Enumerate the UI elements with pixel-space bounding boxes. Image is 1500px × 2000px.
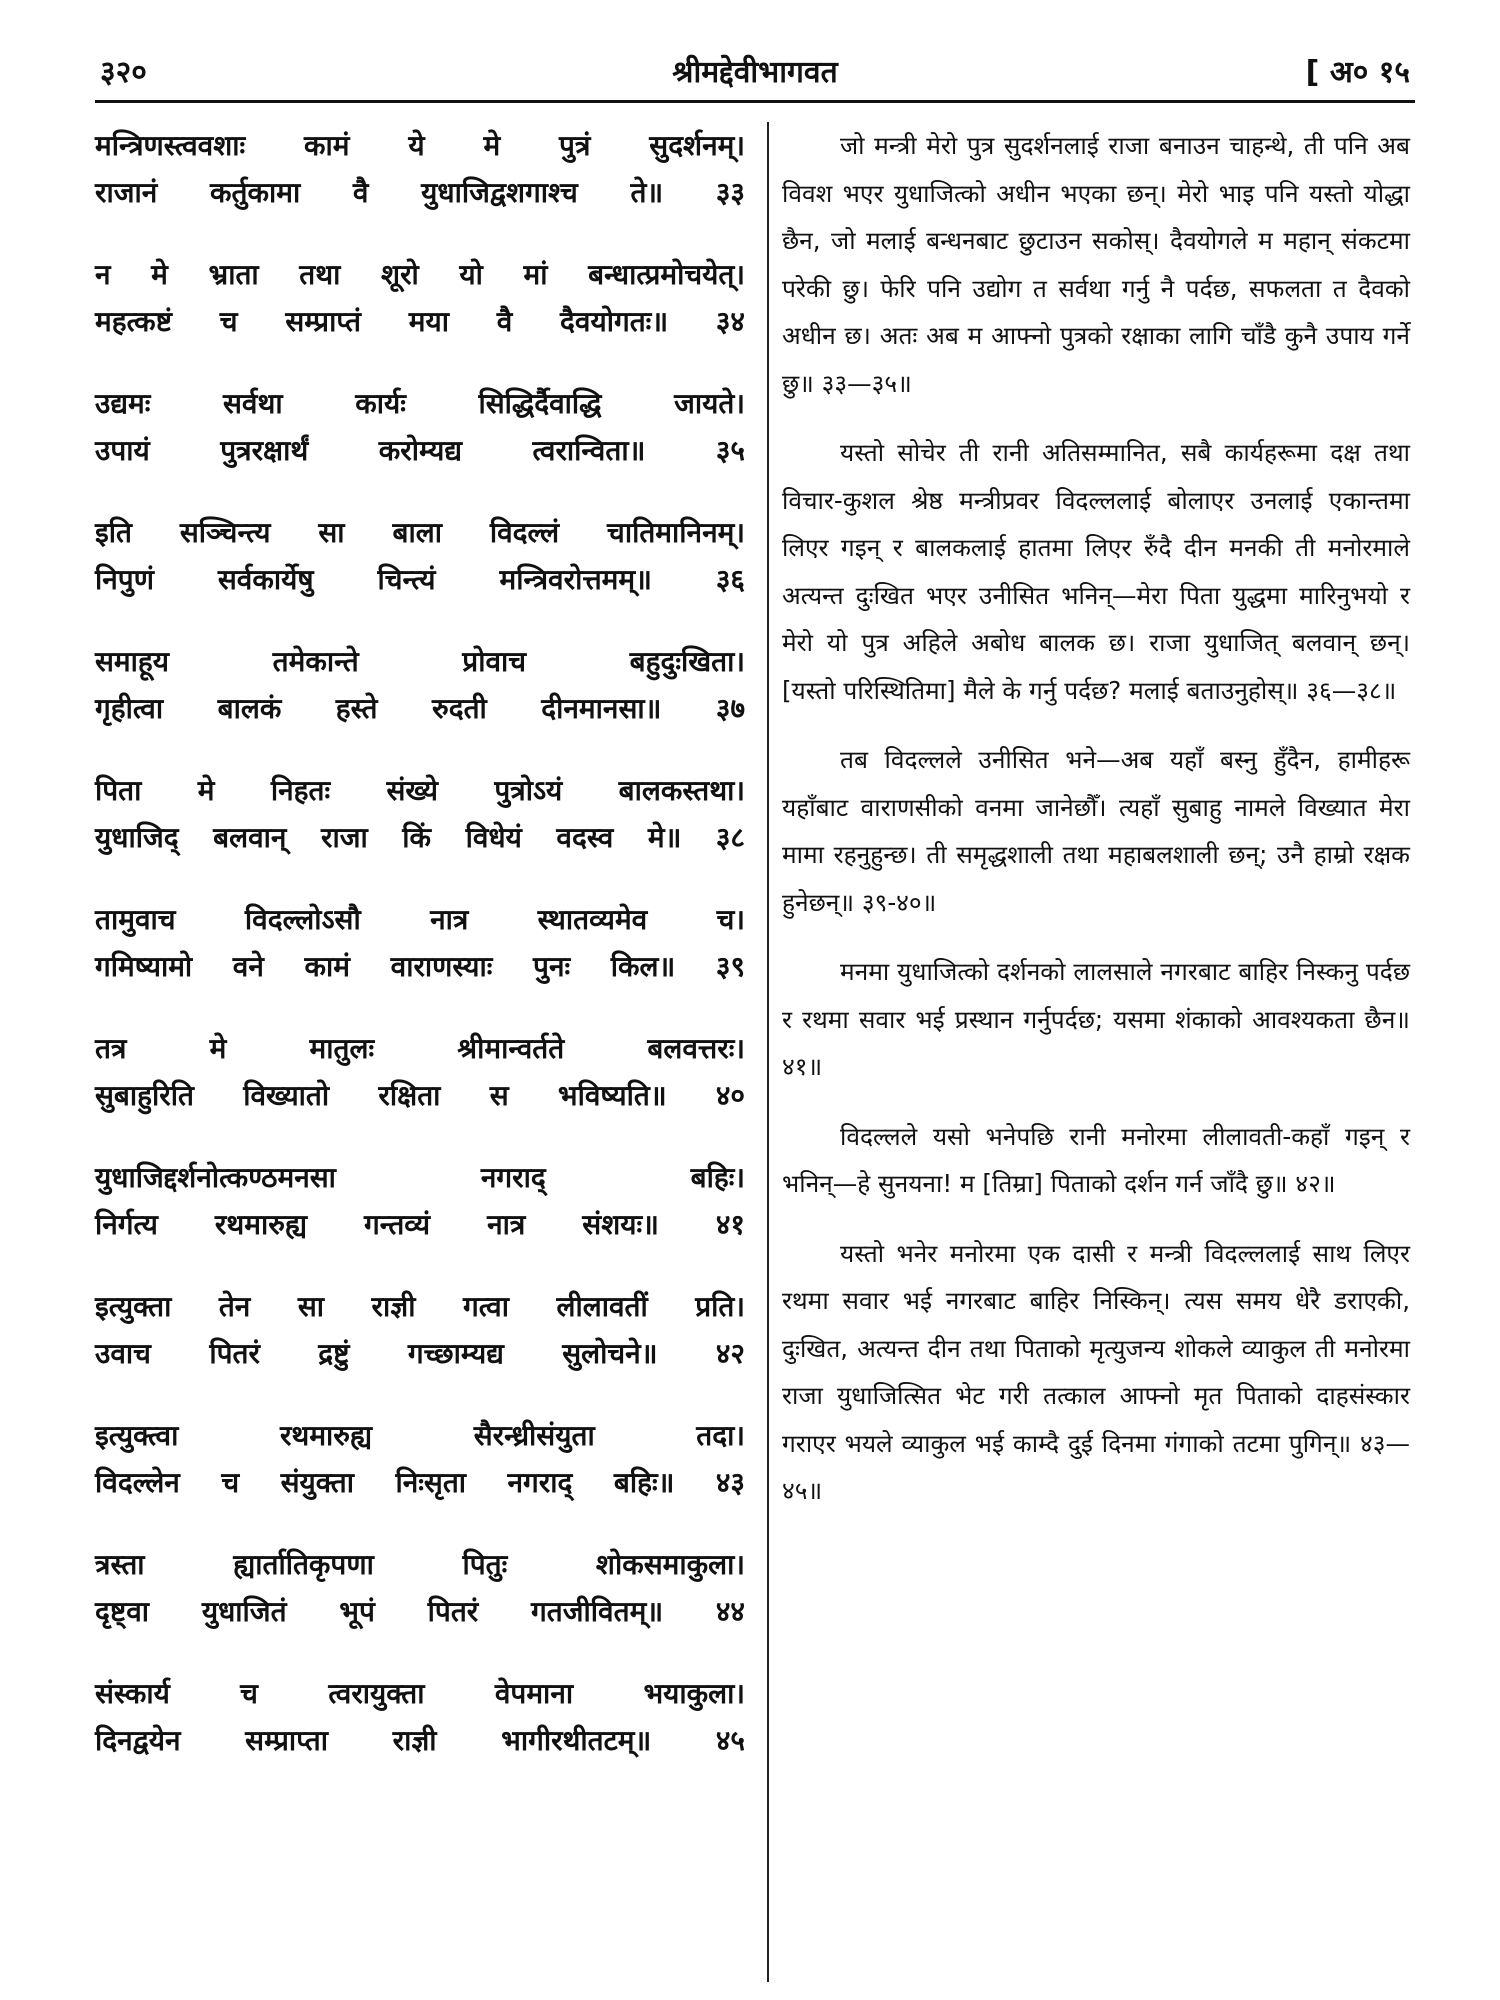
verse-line: पिता मे निहतः संख्ये पुत्रोऽयं बालकस्तथा। <box>95 774 745 807</box>
verse-line: गृहीत्वा बालकं हस्ते रुदती दीनमानसा॥ ३७ <box>95 692 745 725</box>
verse-line: दिनद्वयेन सम्प्राप्ता राज्ञी भागीरथीतटम्॥ ४५ <box>95 1724 745 1757</box>
verse-line: युधाजिद्दर्शनोत्कण्ठमनसा नगराद् बहिः। <box>95 1161 745 1194</box>
header-rule <box>95 100 1415 103</box>
verse-block <box>95 1412 745 1506</box>
verse-line: इत्युक्त्वा रथमारुह्य सैरन्ध्रीसंयुता तदा। <box>95 1419 745 1452</box>
verse-line: महत्कष्टं च सम्प्राप्तं मया वै दैवयोगतः॥ ३४ <box>95 305 745 338</box>
verse-line: गमिष्यामो वने कामं वाराणस्याः पुनः किल॥ ३९ <box>95 950 745 983</box>
verse-line: तत्र मे मातुलः श्रीमान्वर्तते बलवत्तरः। <box>95 1032 745 1065</box>
book-title: श्रीमद्देवीभागवत <box>672 55 838 90</box>
translation-paragraph: यस्तो भनेर मनोरमा एक दासी र मन्त्री विदल्ललाई साथ लिएर रथमा सवार भई नगरबाट बाहिर निस्किन्। त्यस समय धेरै डराएकी, दुःखित, अत्यन्त दीन तथा पिताको मृत्युजन्य शोकले व्याकुल ती मनोरमा राजा युधाजित्सित भेट गरी तत्काल आफ्नो मृत पिताको दाहसंस्कार गराएर भयले व्याकुल भई काम्दै दुई दिनमा गंगाको तटमा पुगिन्॥ ४३—४५॥ <box>782 1238 1410 1505</box>
verse-line: युधाजिद् बलवान् राजा किं विधेयं वदस्व मे॥ ३८ <box>95 821 745 854</box>
chapter-marker: [ अ० १५ <box>1305 55 1410 90</box>
verse-block <box>95 896 745 990</box>
verse-line: इत्युक्ता तेन सा राज्ञी गत्वा लीलावतीं प्रति। <box>95 1290 745 1323</box>
verse-line: इति सञ्चिन्त्य सा बाला विदल्लं चातिमानिनम्। <box>95 516 745 549</box>
verse-line: तामुवाच विदल्लोऽसौ नात्र स्थातव्यमेव च। <box>95 903 745 936</box>
verse-block <box>95 1283 745 1377</box>
translation-paragraph: मनमा युधाजित्को दर्शनको लालसाले नगरबाट बाहिर निस्कनु पर्दछ र रथमा सवार भई प्रस्थान गर्नुपर्दछ; यसमा शंकाको आवश्यकता छैन॥ ४१॥ <box>782 957 1410 1081</box>
verse-line: विदल्लेन च संयुक्ता निःसृता नगराद् बहिः॥ ४३ <box>95 1466 745 1499</box>
page-number: ३२० <box>100 55 147 90</box>
verse-block <box>95 122 745 216</box>
verse-block <box>95 1025 745 1119</box>
translation-paragraph: विदल्लले यसो भनेपछि रानी मनोरमा लीलावती-कहाँ गइन् र भनिन्—हे सुनयना! म [तिम्रा] पिताको दर्शन गर्न जाँदै छु॥ ४२॥ <box>782 1121 1410 1198</box>
verse-line: निपुणं सर्वकार्येषु चिन्त्यं मन्त्रिवरोत्तमम्॥ ३६ <box>95 563 745 596</box>
verse-line: दृष्ट्वा युधाजितं भूपं पितरं गतजीवितम्॥ ४४ <box>95 1595 745 1628</box>
translation-column <box>782 122 1410 1537</box>
column-divider <box>767 122 769 1982</box>
verse-line: उवाच पितरं द्रष्टुं गच्छाम्यद्य सुलोचने॥ ४२ <box>95 1337 745 1370</box>
verse-line: राजानं कर्तुकामा वै युधाजिद्वशगाश्च ते॥ ३३ <box>95 176 745 209</box>
verse-line: न मे भ्राता तथा शूरो यो मां बन्धात्प्रमोचयेत्। <box>95 258 745 291</box>
translation-paragraph: यस्तो सोचेर ती रानी अतिसम्मानित, सबै कार्यहरूमा दक्ष तथा विचार-कुशल श्रेष्ठ मन्त्रीप्रवर विदल्ललाई बोलाएर उनलाई एकान्तमा लिएर गइन् र बालकलाई हातमा लिएर रुँदै दीन मनकी ती मनोरमाले अत्यन्त दुःखित भएर उनीसित भनिन्—मेरा पिता युद्धमा मारिनुभयो र मेरो यो पुत्र अहिले अबोध बालक छ। राजा युधाजित् बलवान् छन्। [यस्तो परिस्थितिमा] मैले के गर्नु पर्दछ? मलाई बताउनुहोस्॥ ३६—३८॥ <box>782 438 1410 705</box>
verse-block <box>95 509 745 603</box>
verse-line: सुबाहुरिति विख्यातो रक्षिता स भविष्यति॥ ४० <box>95 1079 745 1112</box>
verse-block <box>95 380 745 474</box>
verse-line: मन्त्रिणस्त्ववशाः कामं ये मे पुत्रं सुदर्शनम्। <box>95 129 745 162</box>
translation-paragraph: जो मन्त्री मेरो पुत्र सुदर्शनलाई राजा बनाउन चाहन्थे, ती पनि अब विवश भएर युधाजित्को अधीन भएका छन्। मेरो भाइ पनि यस्तो योद्धा छैन, जो मलाई बन्धनबाट छुटाउन सकोस्। दैवयोगले म महान् संकटमा परेकी छु। फेरि पनि उद्योग त सर्वथा गर्नु नै पर्दछ, सफलता त दैवको अधीन छ। अतः अब म आफ्नो पुत्रको रक्षाका लागि चाँडै कुनै उपाय गर्ने छु॥ ३३—३५॥ <box>782 131 1410 398</box>
verse-line: त्रस्ता ह्यार्तातिकृपणा पितुः शोकसमाकुला। <box>95 1548 745 1581</box>
verse-block <box>95 638 745 732</box>
page-header <box>100 42 1410 98</box>
verse-line: उपायं पुत्ररक्षार्थं करोम्यद्य त्वरान्विता॥ ३५ <box>95 434 745 467</box>
translation-paragraph: तब विदल्लले उनीसित भने—अब यहाँ बस्नु हुँदैन, हामीहरू यहाँबाट वाराणसीको वनमा जानेछौँ। त्यहाँ सुबाहु नामले विख्यात मेरा मामा रहनुहुन्छ। ती समृद्धशाली तथा महाबलशाली छन्; उनै हाम्रो रक्षक हुनेछन्॥ ३९-४०॥ <box>782 745 1410 917</box>
verse-line: उद्यमः सर्वथा कार्यः सिद्धिर्दैवाद्धि जायते। <box>95 387 745 420</box>
verse-block <box>95 1154 745 1248</box>
verse-line: समाहूय तमेकान्ते प्रोवाच बहुदुःखिता। <box>95 645 745 678</box>
verse-block <box>95 767 745 861</box>
verse-block <box>95 1670 745 1764</box>
verse-line: निर्गत्य रथमारुह्य गन्तव्यं नात्र संशयः॥ ४१ <box>95 1208 745 1241</box>
sanskrit-column <box>95 122 745 1799</box>
verse-block <box>95 251 745 345</box>
verse-line: संस्कार्य च त्वरायुक्ता वेपमाना भयाकुला। <box>95 1677 745 1710</box>
verse-block <box>95 1541 745 1635</box>
